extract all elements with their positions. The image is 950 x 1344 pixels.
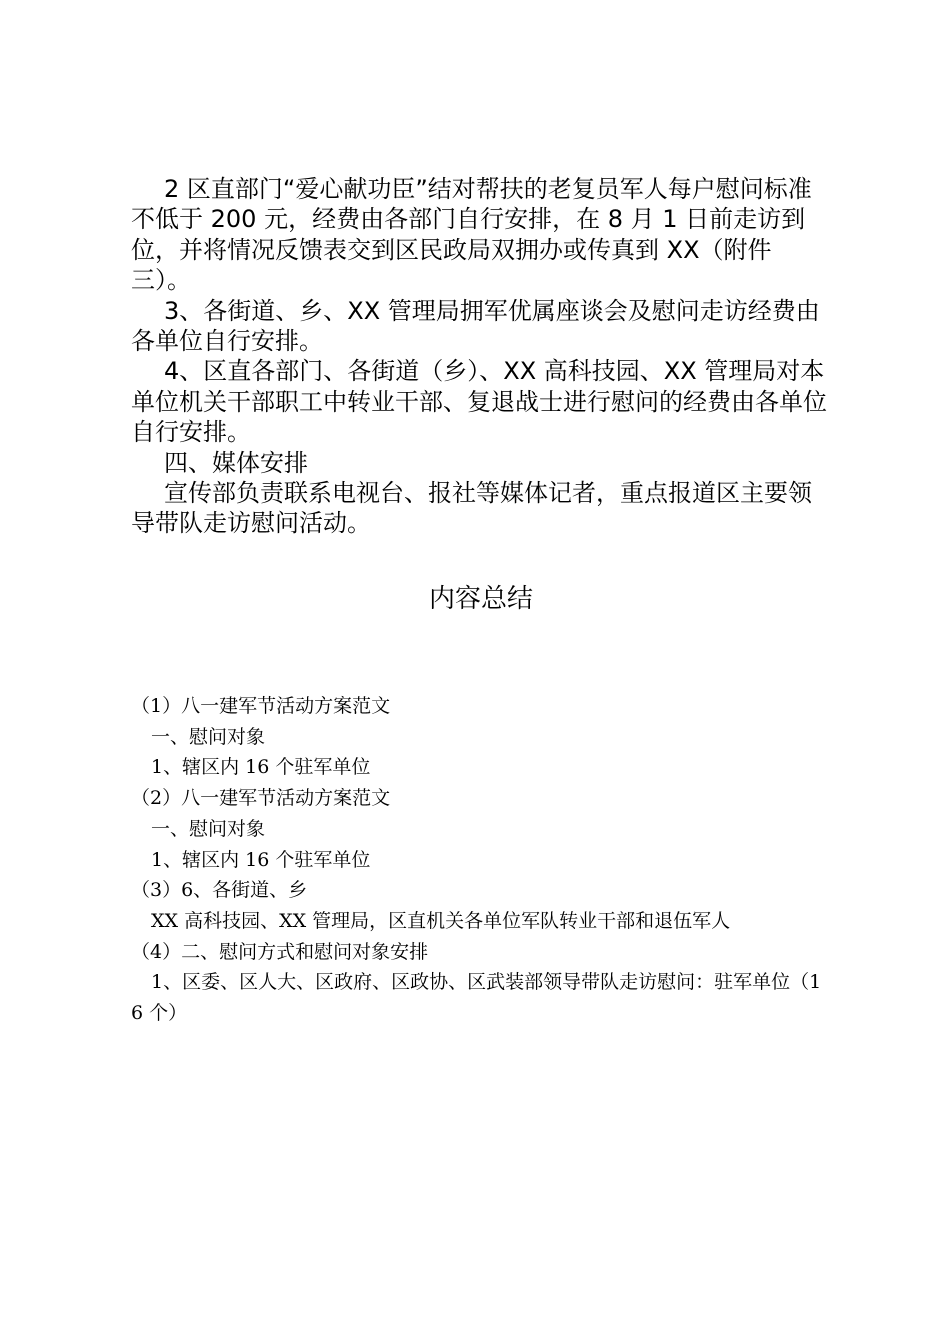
summary-line: （1）八一建军节活动方案范文 xyxy=(131,695,391,717)
paragraph-funding-standard: 2 区直部门“爱心献功臣”结对帮扶的老复员军人每户慰问标准不低于 200 元，经费由各部门自行安排，在 8 月 1 日前走访到位，并将情况反馈表交到区民政局双拥办或传真到 XX（附件三）。 xyxy=(131,175,812,295)
heading-media-arrangement: 四、媒体安排 xyxy=(164,448,308,477)
summary-line: 一、慰问对象 xyxy=(151,817,266,840)
summary-title: 内容总结 xyxy=(428,584,533,614)
summary-list xyxy=(131,691,831,1029)
summary-line: （2）八一建军节活动方案范文 xyxy=(131,787,391,810)
summary-line: （3）6、各街道、乡 xyxy=(131,879,308,902)
summary-line: 一、慰问对象 xyxy=(151,725,266,748)
body-text xyxy=(131,174,831,539)
paragraph-media: 宣传部负责联系电视台、报社等媒体记者，重点报道区主要领导带队走访慰问活动。 xyxy=(131,479,812,538)
summary-line: 1、辖区内 16 个驻军单位 xyxy=(151,756,371,779)
summary-line: XX 高科技园、XX 管理局，区直机关各单位军队转业干部和退伍军人 xyxy=(151,909,731,932)
summary-line: 1、区委、区人大、区政府、区政协、区武装部领导带队走访慰问：驻军单位（16 个） xyxy=(131,971,822,1025)
summary-line: （4）二、慰问方式和慰问对象安排 xyxy=(131,940,429,963)
paragraph-street-funding: 3、各街道、乡、XX 管理局拥军优属座谈会及慰问走访经费由各单位自行安排。 xyxy=(131,296,820,356)
summary-line: 1、辖区内 16 个驻军单位 xyxy=(151,848,371,871)
paragraph-department-funding: 4、区直各部门、各街道（乡）、XX 高科技园、XX 管理局对本单位机关干部职工中转业干部、复退战士进行慰问的经费由各单位自行安排。 xyxy=(131,357,827,447)
